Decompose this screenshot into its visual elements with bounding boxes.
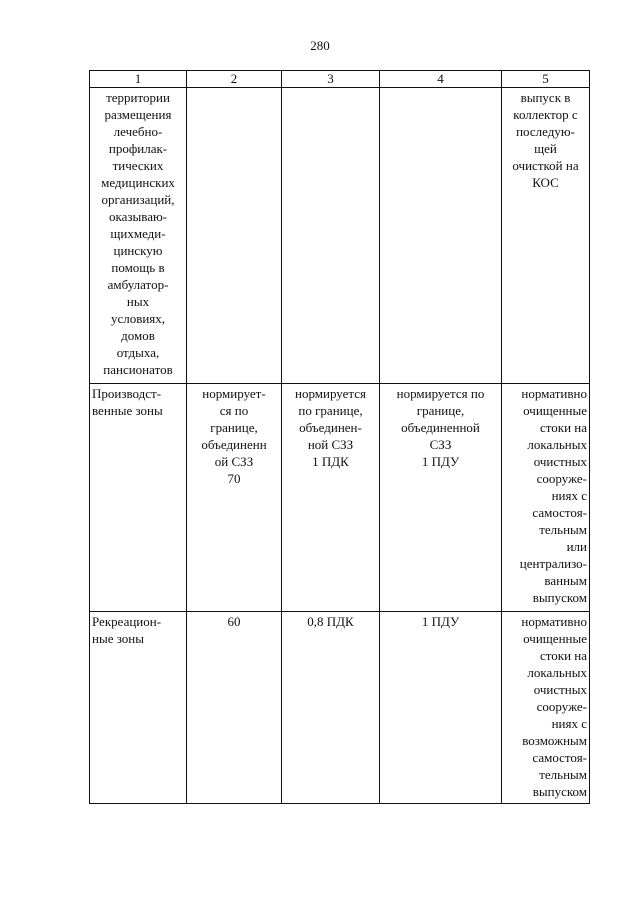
- table-cell: [502, 612, 590, 804]
- cell-col2: 60: [227, 614, 241, 629]
- table-cell: [380, 384, 502, 612]
- cell-col3: нормируется по границе, объединен- ной СЗЗ 1 ПДК: [295, 386, 366, 469]
- zone-cell: [90, 384, 187, 612]
- cell-col4: 1 ПДУ: [421, 614, 460, 629]
- table-cell: [187, 612, 282, 804]
- table-header-row: [90, 71, 590, 88]
- table-cell: [502, 88, 590, 384]
- cell-col4: нормируется по границе, объединенной СЗЗ 1 ПДУ: [396, 386, 485, 469]
- header-cell-4: 4: [380, 71, 502, 88]
- table-cell: [187, 384, 282, 612]
- table-cell: [380, 88, 502, 384]
- table-cell: [187, 88, 282, 384]
- zone-name: Производст- венные зоны: [92, 386, 163, 418]
- zone-name: Рекреацион- ные зоны: [92, 614, 162, 646]
- table-row: [90, 88, 590, 384]
- header-cell-1: 1: [90, 71, 187, 88]
- page-number: 280: [310, 38, 330, 53]
- table-cell: [502, 384, 590, 612]
- cell-col3: 0,8 ПДК: [307, 614, 354, 629]
- header-cell-2: 2: [187, 71, 282, 88]
- zone-name: территории размещения лечебно- профилак- тических медицинских организаций, оказываю- щихмеди- цинскую помощь в амбулатор- ных условиях, домов отдыха, пансионатов: [101, 90, 175, 377]
- table-cell: [282, 88, 380, 384]
- cell-col5: нормативно очищенные стоки на локальных очистных сооруже- ниях с самостоя- тельным или централизо- ванным выпуском: [519, 386, 587, 605]
- cell-col5: нормативно очищенные стоки на локальных очистных сооруже- ниях с возможным самостоя- тельным выпуском: [521, 614, 587, 799]
- cell-col2: нормирует- ся по границе, объединенн ой СЗЗ 70: [201, 386, 267, 486]
- cell-col5: выпуск в коллектор с последую- щей очисткой на КОС: [512, 90, 579, 190]
- table-cell: [282, 384, 380, 612]
- table-cell: [380, 612, 502, 804]
- norms-table: [89, 70, 590, 804]
- zone-cell: [90, 612, 187, 804]
- zone-cell: [90, 88, 187, 384]
- header-cell-5: 5: [502, 71, 590, 88]
- table-row: [90, 612, 590, 804]
- header-cell-3: 3: [282, 71, 380, 88]
- table-row: [90, 384, 590, 612]
- table-cell: [282, 612, 380, 804]
